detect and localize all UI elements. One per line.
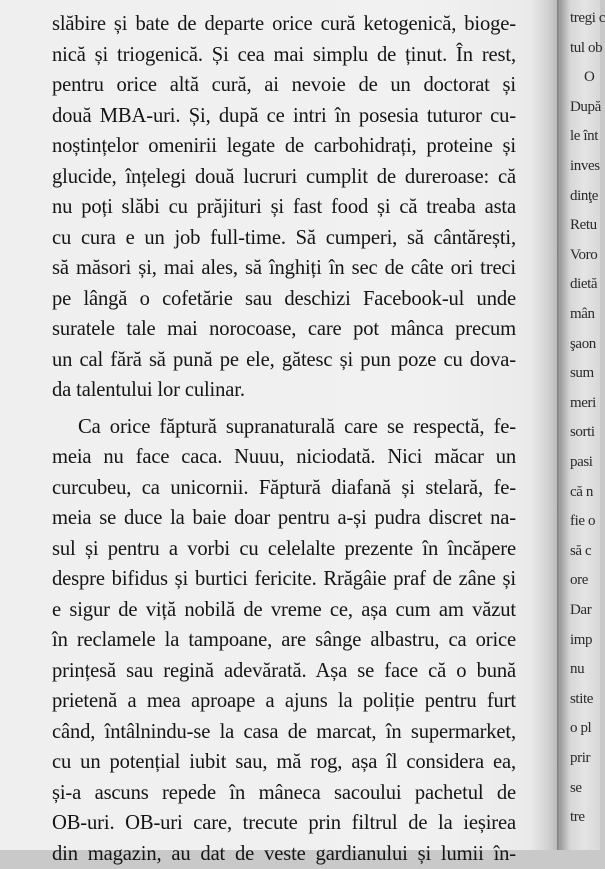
right-page-fragment: imp	[570, 630, 592, 650]
text-line: nică și triogenică. Și cea mai simplu de ținut. În rest,	[52, 40, 516, 71]
right-page-fragment: sum	[570, 363, 594, 383]
text-line: e sigur de viță nobilă de vreme ce, așa cum am văzut	[52, 595, 516, 626]
text-line: da talentului lor culinar.	[52, 375, 516, 406]
right-page-fragment: După	[570, 97, 601, 117]
right-page-fragment: tre	[570, 807, 585, 827]
right-page-fragment: Dar	[570, 600, 591, 620]
text-line: nu poți slăbi cu prăjituri și fast food și că treaba asta	[52, 192, 516, 223]
right-page-fragment: prir	[570, 748, 590, 768]
right-page-fragment: se	[570, 778, 582, 798]
right-page-fragment: pasi	[570, 452, 593, 472]
text-line: suratele tale mai norocoase, care pot mânca precum	[52, 314, 516, 345]
right-page-fragment: şaon	[570, 334, 596, 354]
paragraph-2	[52, 412, 516, 869]
right-page-fragment: să c	[570, 541, 591, 561]
text-line: meia se duce la baie doar pentru a-și pudra discret na-	[52, 503, 516, 534]
text-line: meia nu face caca. Nuuu, niciodată. Nici măcar un	[52, 442, 516, 473]
text-line: glucide, înțelegi două lucruri cumplit de dureroase: că	[52, 162, 516, 193]
right-page-fragment: inves	[570, 156, 600, 176]
text-line: două MBA-uri. Și, după ce intri în posesia tuturor cu-	[52, 101, 516, 132]
right-page-fragment: dinţe	[570, 186, 598, 206]
text-line: un cal fără să pună pe ele, gătesc și pun poze cu dova-	[52, 345, 516, 376]
text-line: și-a ascuns repede în mâneca sacoului pachetul de	[52, 778, 516, 809]
text-line: din magazin, au dat de veste gardianului și lumii în-	[52, 839, 516, 869]
right-page-fragment: tregi c	[570, 8, 605, 28]
text-line: sul și pentru a vorbi cu celelalte prezente în încăpere	[52, 534, 516, 565]
text-line: în reclamele la tampoane, are sânge albastru, ca orice	[52, 625, 516, 656]
right-page-fragment: Voro	[570, 245, 597, 265]
paragraph-1	[52, 9, 516, 406]
text-line: cu cura e un job full-time. Să cumperi, să cântărești,	[52, 223, 516, 254]
right-page-fragment: o pl	[570, 718, 591, 738]
gutter-shadow	[530, 0, 560, 850]
text-line: prințesă sau regină adevărată. Așa se face că o bună	[52, 656, 516, 687]
right-page-fragment: sorti	[570, 422, 595, 442]
text-line: OB-uri. OB-uri care, trecute prin filtrul de la ieșirea	[52, 808, 516, 839]
right-page-fragment: dietă	[570, 274, 597, 294]
right-page-fragment: mân	[570, 304, 595, 324]
right-page-fragment: că n	[570, 482, 593, 502]
text-line: slăbire și bate de departe orice cură ketogenică, bioge-	[52, 9, 516, 40]
right-page-fragment: meri	[570, 393, 596, 413]
right-page-fragment: stite	[570, 689, 593, 709]
text-line: cu un potențial iubit sau, mă rog, așa îl considera ea,	[52, 747, 516, 778]
text-line: să măsori și, mai ales, să înghiți în sec de câte ori treci	[52, 253, 516, 284]
right-page-fragment: O	[584, 67, 594, 87]
right-page-fragment: le înt	[570, 126, 598, 146]
text-line: pe lângă o cofetărie sau deschizi Facebook-ul unde	[52, 284, 516, 315]
text-line: noștințelor omenirii legate de carbohidrați, proteine și	[52, 131, 516, 162]
right-page-edge	[560, 0, 600, 850]
body-text	[52, 9, 516, 869]
text-line: despre bifidus și burtici fericite. Rrăgâie praf de zâne și	[52, 564, 516, 595]
right-page-fragment: fie o	[570, 511, 595, 531]
right-page-fragment: tul ob	[570, 38, 602, 58]
text-line: pentru orice altă cură, ai nevoie de un doctorat și	[52, 70, 516, 101]
text-line: curcubeu, ca unicornii. Făptură diafană și stelară, fe-	[52, 473, 516, 504]
text-line: când, întâlnindu-se la casa de marcat, în supermarket,	[52, 717, 516, 748]
right-page-fragment: Retu	[570, 215, 597, 235]
text-line: Ca orice făptură supranaturală care se respectă, fe-	[52, 412, 516, 443]
right-page-fragment: nu	[570, 659, 584, 679]
right-page-fragment: ore	[570, 570, 588, 590]
text-line: prietenă a mea aproape a ajuns la poliție pentru furt	[52, 686, 516, 717]
